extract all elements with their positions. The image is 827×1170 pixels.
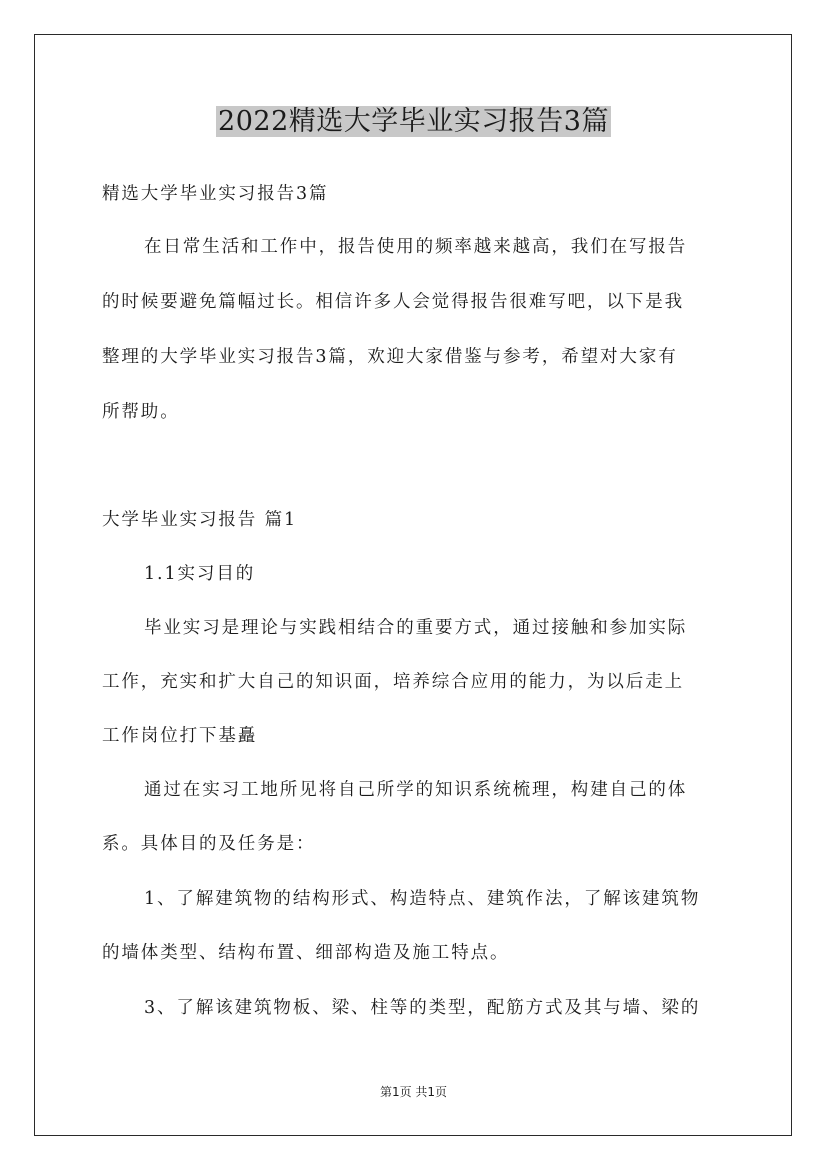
document-subtitle: 精选大学毕业实习报告3篇 [102, 184, 329, 204]
para2-line-1: 通过在实习工地所见将自己所学的知识系统梳理，构建自己的体 [144, 780, 688, 800]
document-title [0, 100, 827, 144]
para4-line-1: 3、了解该建筑物板、梁、柱等的类型，配筋方式及其与墙、梁的 [144, 998, 701, 1018]
intro-line-4: 所帮助。 [102, 402, 180, 422]
para1-line-3: 工作岗位打下基矗 [102, 726, 258, 746]
para1-line-1: 毕业实习是理论与实践相结合的重要方式，通过接触和参加实际 [144, 618, 688, 638]
section-heading: 大学毕业实习报告 篇1 [102, 510, 298, 530]
page-footer: 第1页 共1页 [379, 1085, 448, 1099]
para3-line-2: 的墙体类型、结构布置、细部构造及施工特点。 [102, 943, 510, 963]
document-title-text: 2022精选大学毕业实习报告3篇 [218, 106, 609, 137]
intro-line-1: 在日常生活和工作中，报告使用的频率越来越高，我们在写报告 [144, 237, 688, 257]
para1-line-2: 工作，充实和扩大自己的知识面，培养综合应用的能力，为以后走上 [102, 672, 684, 692]
para3-line-1: 1、了解建筑物的结构形式、构造特点、建筑作法，了解该建筑物 [144, 889, 701, 909]
intro-line-2: 的时候要避免篇幅过长。相信许多人会觉得报告很难写吧，以下是我 [102, 292, 684, 312]
subsection-heading: 1.1实习目的 [144, 564, 256, 584]
para2-line-2: 系。具体目的及任务是： [102, 834, 316, 854]
intro-line-3: 整理的大学毕业实习报告3篇，欢迎大家借鉴与参考，希望对大家有 [102, 347, 678, 367]
